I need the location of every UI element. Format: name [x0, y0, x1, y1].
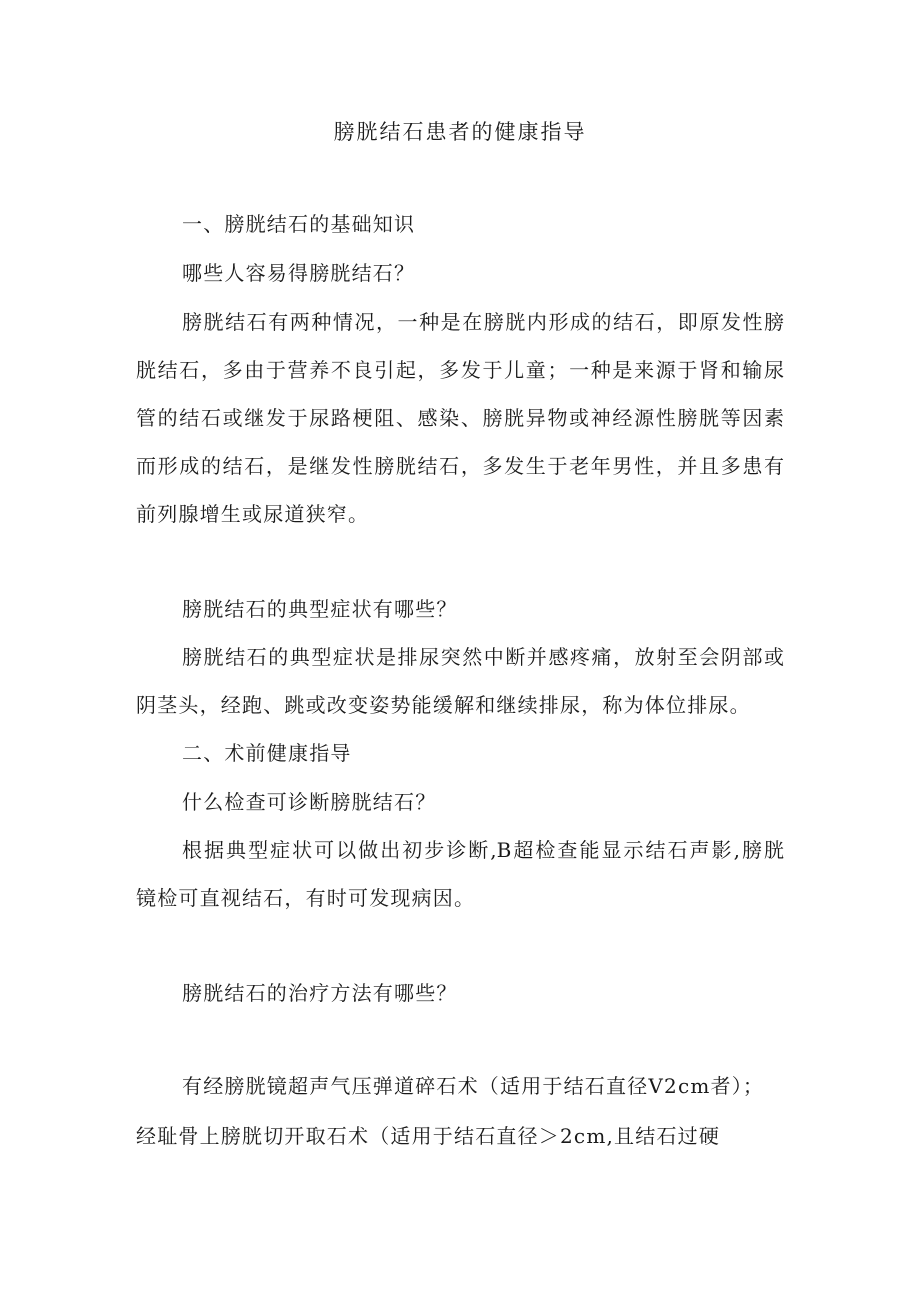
paragraph-line: 有经膀胱镜超声气压弹道碎石术（适用于结石直径V2cm者）；: [182, 1074, 765, 1098]
question-typical-symptoms: 膀胱结石的典型症状有哪些？: [182, 597, 458, 621]
document-title: 膀胱结石患者的健康指导: [333, 120, 587, 144]
paragraph-line: 膀胱结石的典型症状是排尿突然中断并感疼痛，放射至会阴部或: [182, 645, 784, 669]
paragraph-line: 胱结石，多由于营养不良引起，多发于儿童；一种是来源于肾和输尿: [136, 358, 784, 382]
paragraph-line: 而形成的结石，是继发性膀胱结石，多发生于老年男性，并且多患有: [136, 454, 784, 478]
paragraph-line: 阴茎头，经跑、跳或改变姿势能缓解和继续排尿，称为体位排尿。: [136, 693, 751, 717]
paragraph-line: 膀胱结石有两种情况，一种是在膀胱内形成的结石，即原发性膀: [182, 310, 784, 334]
question-treatment: 膀胱结石的治疗方法有哪些？: [182, 981, 458, 1005]
paragraph-line: 前列腺增生或尿道狭窄。: [136, 502, 370, 526]
paragraph-line: 根据典型症状可以做出初步诊断,B超检查能显示结石声影,膀胱: [182, 838, 784, 862]
section-heading-basics: 一、膀胱结石的基础知识: [182, 212, 416, 236]
question-diagnosis: 什么检查可诊断膀胱结石？: [182, 790, 437, 814]
paragraph-line: 管的结石或继发于尿路梗阻、感染、膀胱异物或神经源性膀胱等因素: [136, 406, 784, 430]
question-who-gets-stones: 哪些人容易得膀胱结石？: [182, 261, 416, 285]
paragraph-line: 镜检可直视结石，有时可发现病因。: [136, 886, 476, 910]
section-heading-preop: 二、术前健康指导: [182, 741, 352, 765]
paragraph-line: 经耻骨上膀胱切开取石术（适用于结石直径＞2cm,且结石过硬: [136, 1124, 721, 1148]
